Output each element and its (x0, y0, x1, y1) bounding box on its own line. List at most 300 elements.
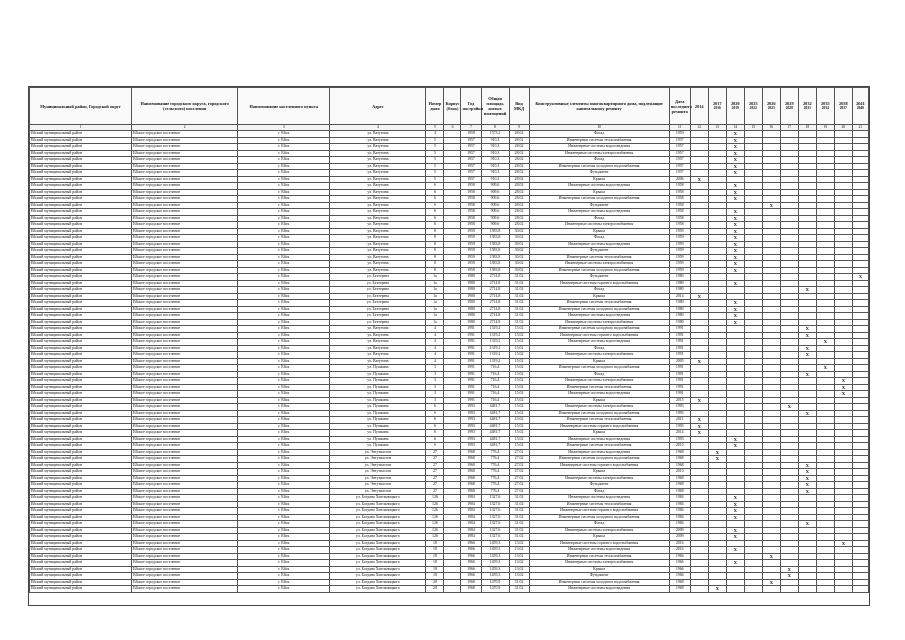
last-repair-cell: 1959 (669, 235, 690, 242)
settlement-cell: Ейское городское поселение (132, 144, 238, 151)
period-cell: X (780, 404, 798, 411)
district-cell: Ейский муниципальный район (30, 189, 132, 196)
built-year-cell: 1980 (461, 313, 481, 320)
built-year-cell: 1966 (461, 547, 481, 554)
locality-cell: г. Ейск (238, 300, 330, 307)
last-repair-cell: 1991 (669, 371, 690, 378)
year-end: 2016 (713, 106, 721, 110)
built-year-cell: 1959 (461, 261, 481, 268)
district-cell: Ейский муниципальный район (30, 482, 132, 489)
column-number: 12 (690, 125, 708, 131)
period-cell: X (726, 131, 744, 138)
year-start: 2020 (730, 101, 740, 106)
type-cell: 31.02 (509, 508, 529, 515)
street-cell: ул. Пушкина (330, 397, 426, 404)
last-repair-cell: 1958 (669, 209, 690, 216)
locality-cell: г. Ейск (238, 189, 330, 196)
district-cell: Ейский муниципальный район (30, 345, 132, 352)
type-cell: 13.02 (509, 540, 529, 547)
type-cell: 28.02 (509, 222, 529, 229)
element-cell: Крыша (529, 534, 669, 541)
built-year-cell: 1968 (461, 462, 481, 469)
type-cell: 30.02 (509, 261, 529, 268)
settlement-cell: Ейское городское поселение (132, 196, 238, 203)
period-cell: X (708, 586, 726, 593)
last-repair-cell: 1991 (669, 384, 690, 391)
house-cell: 1а (426, 280, 444, 287)
street-cell: ул. Энтузиастов (330, 449, 426, 456)
built-year-cell: 1957 (461, 144, 481, 151)
built-year-cell: 1959 (461, 235, 481, 242)
built-year-cell: 1991 (461, 358, 481, 365)
period-cell: X (798, 521, 816, 528)
built-year-cell: 1980 (461, 280, 481, 287)
district-cell: Ейский муниципальный район (30, 443, 132, 450)
type-cell: 13.02 (509, 566, 529, 573)
year-start: 2023 (748, 101, 758, 106)
district-cell: Ейский муниципальный район (30, 235, 132, 242)
element-cell: Фундамент (529, 248, 669, 255)
period-cell: X (834, 391, 852, 398)
built-year-cell: 1991 (461, 352, 481, 359)
area-cell: 909,6 (481, 209, 509, 216)
house-cell: 6 (426, 222, 444, 229)
area-cell: 776,4 (481, 482, 509, 489)
built-year-cell: 1980 (461, 287, 481, 294)
settlement-cell: Ейское городское поселение (132, 508, 238, 515)
period-cell: X (690, 417, 708, 424)
element-cell: Фасад (529, 157, 669, 164)
area-cell: 909,6 (481, 196, 509, 203)
built-year-cell: 1991 (461, 332, 481, 339)
settlement-cell: Ейское городское поселение (132, 514, 238, 521)
built-year-cell: 1991 (461, 326, 481, 333)
last-repair-cell: 1959 (669, 254, 690, 261)
type-cell: 28.02 (509, 170, 529, 177)
house-cell: 27 (426, 449, 444, 456)
area-cell: 4481,7 (481, 410, 509, 417)
settlement-cell: Ейское городское поселение (132, 274, 238, 281)
house-cell: 1а (426, 293, 444, 300)
last-repair-cell: 1991 (669, 365, 690, 372)
house-cell: 3 (426, 378, 444, 385)
type-cell: 28.02 (509, 189, 529, 196)
house-cell: 27 (426, 462, 444, 469)
period-cell: X (762, 553, 780, 560)
settlement-cell: Ейское городское поселение (132, 397, 238, 404)
last-repair-cell: 1966 (669, 553, 690, 560)
type-cell: 15.02 (509, 423, 529, 430)
area-cell: 2714,8 (481, 300, 509, 307)
area-cell: 776,4 (481, 475, 509, 482)
street-cell: ул. Энтузиастов (330, 456, 426, 463)
locality-cell: г. Ейск (238, 540, 330, 547)
settlement-cell: Ейское городское поселение (132, 495, 238, 502)
column-number: 18 (798, 125, 816, 131)
period-cell: X (726, 254, 744, 261)
element-cell: Инженерные системы горячего водоснабжения (529, 332, 669, 339)
district-cell: Ейский муниципальный район (30, 176, 132, 183)
column-header-12 (690, 88, 708, 125)
column-number: 21 (852, 125, 868, 131)
built-year-cell: 1959 (461, 254, 481, 261)
built-year-cell: 1984 (461, 495, 481, 502)
locality-cell: г. Ейск (238, 222, 330, 229)
settlement-cell: Ейское городское поселение (132, 443, 238, 450)
type-cell: 30.02 (509, 235, 529, 242)
area-cell: 910,3 (481, 150, 509, 157)
settlement-cell: Ейское городское поселение (132, 261, 238, 268)
locality-cell: г. Ейск (238, 501, 330, 508)
column-number: 9 (509, 125, 529, 131)
built-year-cell: 1968 (461, 488, 481, 495)
district-cell: Ейский муниципальный район (30, 430, 132, 437)
area-cell: 2714,8 (481, 280, 509, 287)
street-cell: ул. Ватутина (330, 196, 426, 203)
house-cell: 5 (426, 163, 444, 170)
area-cell: 2714,8 (481, 293, 509, 300)
district-cell: Ейский муниципальный район (30, 579, 132, 586)
period-cell: X (726, 261, 744, 268)
element-cell: Фундамент (529, 170, 669, 177)
column-number: 17 (780, 125, 798, 131)
street-cell: ул. Пушкина (330, 404, 426, 411)
type-cell: 15.02 (509, 326, 529, 333)
last-repair-cell: 1959 (669, 228, 690, 235)
element-cell: Инженерные системы электроснабжения (529, 150, 669, 157)
built-year-cell: 1959 (461, 131, 481, 138)
locality-cell: г. Ейск (238, 423, 330, 430)
period-cell: X (726, 189, 744, 196)
settlement-cell: Ейское городское поселение (132, 293, 238, 300)
element-cell: Инженерные системы горячего водоснабжения (529, 540, 669, 547)
street-cell: ул. Бехтерева (330, 306, 426, 313)
locality-cell: г. Ейск (238, 397, 330, 404)
settlement-cell: Ейское городское поселение (132, 306, 238, 313)
settlement-cell: Ейское городское поселение (132, 241, 238, 248)
year-start: 2017 (712, 101, 722, 106)
house-cell: 6 (426, 196, 444, 203)
district-cell: Ейский муниципальный район (30, 209, 132, 216)
settlement-cell: Ейское городское поселение (132, 430, 238, 437)
street-cell: ул. Богдана Хмельницкого (330, 508, 426, 515)
street-cell: ул. Ватутина (330, 137, 426, 144)
type-cell: 15.02 (509, 358, 529, 365)
area-cell: 1459,3 (481, 573, 509, 580)
street-cell: ул. Пушкина (330, 378, 426, 385)
house-cell: 1а (426, 319, 444, 326)
last-repair-cell: 1958 (669, 202, 690, 209)
locality-cell: г. Ейск (238, 365, 330, 372)
area-cell: 1327,6 (481, 495, 509, 502)
area-cell: 910,3 (481, 170, 509, 177)
period-cell: X (798, 352, 816, 359)
type-cell: 30.02 (509, 267, 529, 274)
house-cell: 8 (426, 235, 444, 242)
street-cell: ул. Ватутина (330, 131, 426, 138)
built-year-cell: 1957 (461, 163, 481, 170)
column-header-20 (834, 88, 852, 125)
street-cell: ул. Пушкина (330, 365, 426, 372)
built-year-cell: 1993 (461, 430, 481, 437)
last-repair-cell: 1968 (669, 462, 690, 469)
district-cell: Ейский муниципальный район (30, 157, 132, 164)
column-number: 20 (834, 125, 852, 131)
type-cell: 27.02 (509, 469, 529, 476)
area-cell: 1319,2 (481, 358, 509, 365)
locality-cell: г. Ейск (238, 144, 330, 151)
street-cell: ул. Пушкина (330, 391, 426, 398)
built-year-cell: 1966 (461, 540, 481, 547)
period-cell: X (852, 274, 868, 281)
street-cell: ул. Ватутина (330, 163, 426, 170)
type-cell: 15.02 (509, 371, 529, 378)
column-number: 7 (461, 125, 481, 131)
built-year-cell: 1966 (461, 560, 481, 567)
district-cell: Ейский муниципальный район (30, 514, 132, 521)
district-cell: Ейский муниципальный район (30, 144, 132, 151)
element-cell: Инженерные системы водоотведения (529, 436, 669, 443)
area-cell: 4481,7 (481, 423, 509, 430)
type-cell: 15.02 (509, 404, 529, 411)
area-cell: 1319,2 (481, 332, 509, 339)
element-cell: Инженерные системы холодного водоснабжения (529, 365, 669, 372)
period-cell (834, 586, 852, 593)
element-cell: Инженерные системы холодного водоснабжения (529, 456, 669, 463)
street-cell: ул. Ватутина (330, 202, 426, 209)
period-cell: X (762, 579, 780, 586)
district-cell: Ейский муниципальный район (30, 540, 132, 547)
locality-cell: г. Ейск (238, 261, 330, 268)
built-year-cell: 1957 (461, 150, 481, 157)
house-cell: 6 (426, 215, 444, 222)
period-cell: X (726, 514, 744, 521)
element-cell: Инженерные системы электроснабжения (529, 378, 669, 385)
built-year-cell: 1991 (461, 397, 481, 404)
locality-cell: г. Ейск (238, 352, 330, 359)
area-cell: 1459,3 (481, 560, 509, 567)
period-cell: X (726, 534, 744, 541)
area-cell: 1327,6 (481, 521, 509, 528)
last-repair-cell: 1958 (669, 222, 690, 229)
type-cell: 28.02 (509, 209, 529, 216)
type-cell: 15.02 (509, 417, 529, 424)
year-end: 2022 (749, 106, 757, 110)
house-cell: 18 (426, 553, 444, 560)
settlement-cell: Ейское городское поселение (132, 410, 238, 417)
column-header-4: Адрес (330, 88, 426, 125)
type-cell: 27.02 (509, 449, 529, 456)
element-cell: Крыша (529, 430, 669, 437)
locality-cell: г. Ейск (238, 410, 330, 417)
settlement-cell: Ейское городское поселение (132, 482, 238, 489)
street-cell: ул. Энтузиастов (330, 475, 426, 482)
district-cell: Ейский муниципальный район (30, 196, 132, 203)
street-cell: ул. Богдана Хмельницкого (330, 527, 426, 534)
element-cell: Фасад (529, 345, 669, 352)
district-cell: Ейский муниципальный район (30, 163, 132, 170)
settlement-cell: Ейское городское поселение (132, 417, 238, 424)
last-repair-cell: 1984 (669, 501, 690, 508)
built-year-cell: 1966 (461, 573, 481, 580)
type-cell: 30.02 (509, 241, 529, 248)
type-cell: 15.02 (509, 430, 529, 437)
type-cell: 15.02 (509, 339, 529, 346)
locality-cell: г. Ейск (238, 495, 330, 502)
district-cell: Ейский муниципальный район (30, 300, 132, 307)
locality-cell: г. Ейск (238, 560, 330, 567)
district-cell: Ейский муниципальный район (30, 456, 132, 463)
period-cell: X (798, 332, 816, 339)
street-cell: ул. Энтузиастов (330, 482, 426, 489)
street-cell: ул. Пушкина (330, 371, 426, 378)
settlement-cell: Ейское городское поселение (132, 254, 238, 261)
element-cell: Инженерные системы горячего водоснабжения (529, 508, 669, 515)
element-cell: Инженерные системы водоотведения (529, 241, 669, 248)
period-cell: X (726, 209, 744, 216)
area-cell: 910,3 (481, 163, 509, 170)
column-number: 16 (762, 125, 780, 131)
type-cell: 28.02 (509, 137, 529, 144)
settlement-cell: Ейское городское поселение (132, 248, 238, 255)
period-cell: X (726, 248, 744, 255)
locality-cell: г. Ейск (238, 241, 330, 248)
locality-cell: г. Ейск (238, 462, 330, 469)
locality-cell: г. Ейск (238, 157, 330, 164)
settlement-cell: Ейское городское поселение (132, 170, 238, 177)
column-header-18 (798, 88, 816, 125)
district-cell: Ейский муниципальный район (30, 306, 132, 313)
house-cell: 27 (426, 475, 444, 482)
header-row (30, 88, 869, 125)
district-cell: Ейский муниципальный район (30, 462, 132, 469)
column-number: 10 (529, 125, 669, 131)
column-number: 15 (744, 125, 762, 131)
settlement-cell: Ейское городское поселение (132, 534, 238, 541)
house-cell: 6 (426, 202, 444, 209)
settlement-cell: Ейское городское поселение (132, 553, 238, 560)
area-cell: 716,4 (481, 391, 509, 398)
district-cell: Ейский муниципальный район (30, 183, 132, 190)
district-cell: Ейский муниципальный район (30, 254, 132, 261)
built-year-cell: 1991 (461, 339, 481, 346)
type-cell: 13.02 (509, 573, 529, 580)
period-cell (744, 586, 762, 593)
area-cell: 1327,6 (481, 534, 509, 541)
area-cell: 2714,8 (481, 319, 509, 326)
built-year-cell: 1991 (461, 378, 481, 385)
settlement-cell: Ейское городское поселение (132, 579, 238, 586)
last-repair-cell: 1991 (669, 332, 690, 339)
house-cell: 126 (426, 495, 444, 502)
period-cell (798, 586, 816, 593)
locality-cell: г. Ейск (238, 417, 330, 424)
settlement-cell: Ейское городское поселение (132, 163, 238, 170)
column-header-14 (726, 88, 744, 125)
built-year-cell: 1966 (461, 566, 481, 573)
column-header-1: Муниципальный район, Городской округ (30, 88, 132, 125)
type-cell: 31.02 (509, 313, 529, 320)
settlement-cell: Ейское городское поселение (132, 560, 238, 567)
element-cell: Инженерные системы водоотведения (529, 209, 669, 216)
house-cell: 8 (426, 267, 444, 274)
type-cell: 31.02 (509, 293, 529, 300)
period-cell: X (726, 157, 744, 164)
element-cell: Инженерные системы холодного водоснабжения (529, 514, 669, 521)
built-year-cell: 1991 (461, 345, 481, 352)
built-year-cell: 1959 (461, 248, 481, 255)
street-cell: ул. Бехтерева (330, 319, 426, 326)
period-cell: X (726, 222, 744, 229)
type-cell: 27.02 (509, 488, 529, 495)
column-header-21 (852, 88, 868, 125)
built-year-cell: 1984 (461, 521, 481, 528)
district-cell: Ейский муниципальный район (30, 274, 132, 281)
district-cell: Ейский муниципальный район (30, 352, 132, 359)
district-cell: Ейский муниципальный район (30, 391, 132, 398)
last-repair-cell: 1993 (669, 410, 690, 417)
built-year-cell: 1958 (461, 202, 481, 209)
element-cell: Фасад (529, 215, 669, 222)
last-repair-cell: 1980 (669, 319, 690, 326)
type-cell: 31.02 (509, 534, 529, 541)
street-cell: ул. Ватутина (330, 326, 426, 333)
settlement-cell: Ейское городское поселение (132, 267, 238, 274)
settlement-cell: Ейское городское поселение (132, 384, 238, 391)
house-cell: 4 (426, 358, 444, 365)
year-end: 2019 (731, 106, 739, 110)
house-cell: 6 (426, 430, 444, 437)
element-cell: Инженерные системы холодного водоснабжения (529, 267, 669, 274)
built-year-cell: 1968 (461, 482, 481, 489)
street-cell: ул. Ватутина (330, 170, 426, 177)
settlement-cell: Ейское городское поселение (132, 280, 238, 287)
area-cell: 2714,8 (481, 274, 509, 281)
area-cell: 1583,8 (481, 267, 509, 274)
street-cell: ул. Ватутина (330, 183, 426, 190)
area-cell: 1319,2 (481, 326, 509, 333)
period-cell: X (798, 475, 816, 482)
element-cell: Инженерные системы электроснабжения (529, 319, 669, 326)
type-cell: 31.02 (509, 280, 529, 287)
locality-cell: г. Ейск (238, 332, 330, 339)
built-year-cell: 1991 (461, 384, 481, 391)
district-cell: Ейский муниципальный район (30, 202, 132, 209)
last-repair-cell: 2009 (669, 534, 690, 541)
type-cell: 13.02 (509, 553, 529, 560)
area-cell: 716,4 (481, 365, 509, 372)
street-cell: ул. Ватутина (330, 209, 426, 216)
area-cell: 909,6 (481, 202, 509, 209)
element-cell: Инженерные системы водоотведения (529, 547, 669, 554)
street-cell: ул. Пушкина (330, 410, 426, 417)
house-cell: 6 (426, 189, 444, 196)
area-cell: 4481,7 (481, 430, 509, 437)
locality-cell: г. Ейск (238, 306, 330, 313)
area-cell: 1459,3 (481, 553, 509, 560)
district-cell: Ейский муниципальный район (30, 384, 132, 391)
period-cell: X (726, 280, 744, 287)
street-cell: ул. Богдана Хмельницкого (330, 534, 426, 541)
area-cell: 910,3 (481, 176, 509, 183)
locality-cell: г. Ейск (238, 228, 330, 235)
type-cell: 15.02 (509, 436, 529, 443)
district-cell: Ейский муниципальный район (30, 566, 132, 573)
last-repair-cell: 1958 (669, 183, 690, 190)
house-cell: 27 (426, 456, 444, 463)
street-cell: ул. Пушкина (330, 423, 426, 430)
built-year-cell: 1958 (461, 222, 481, 229)
